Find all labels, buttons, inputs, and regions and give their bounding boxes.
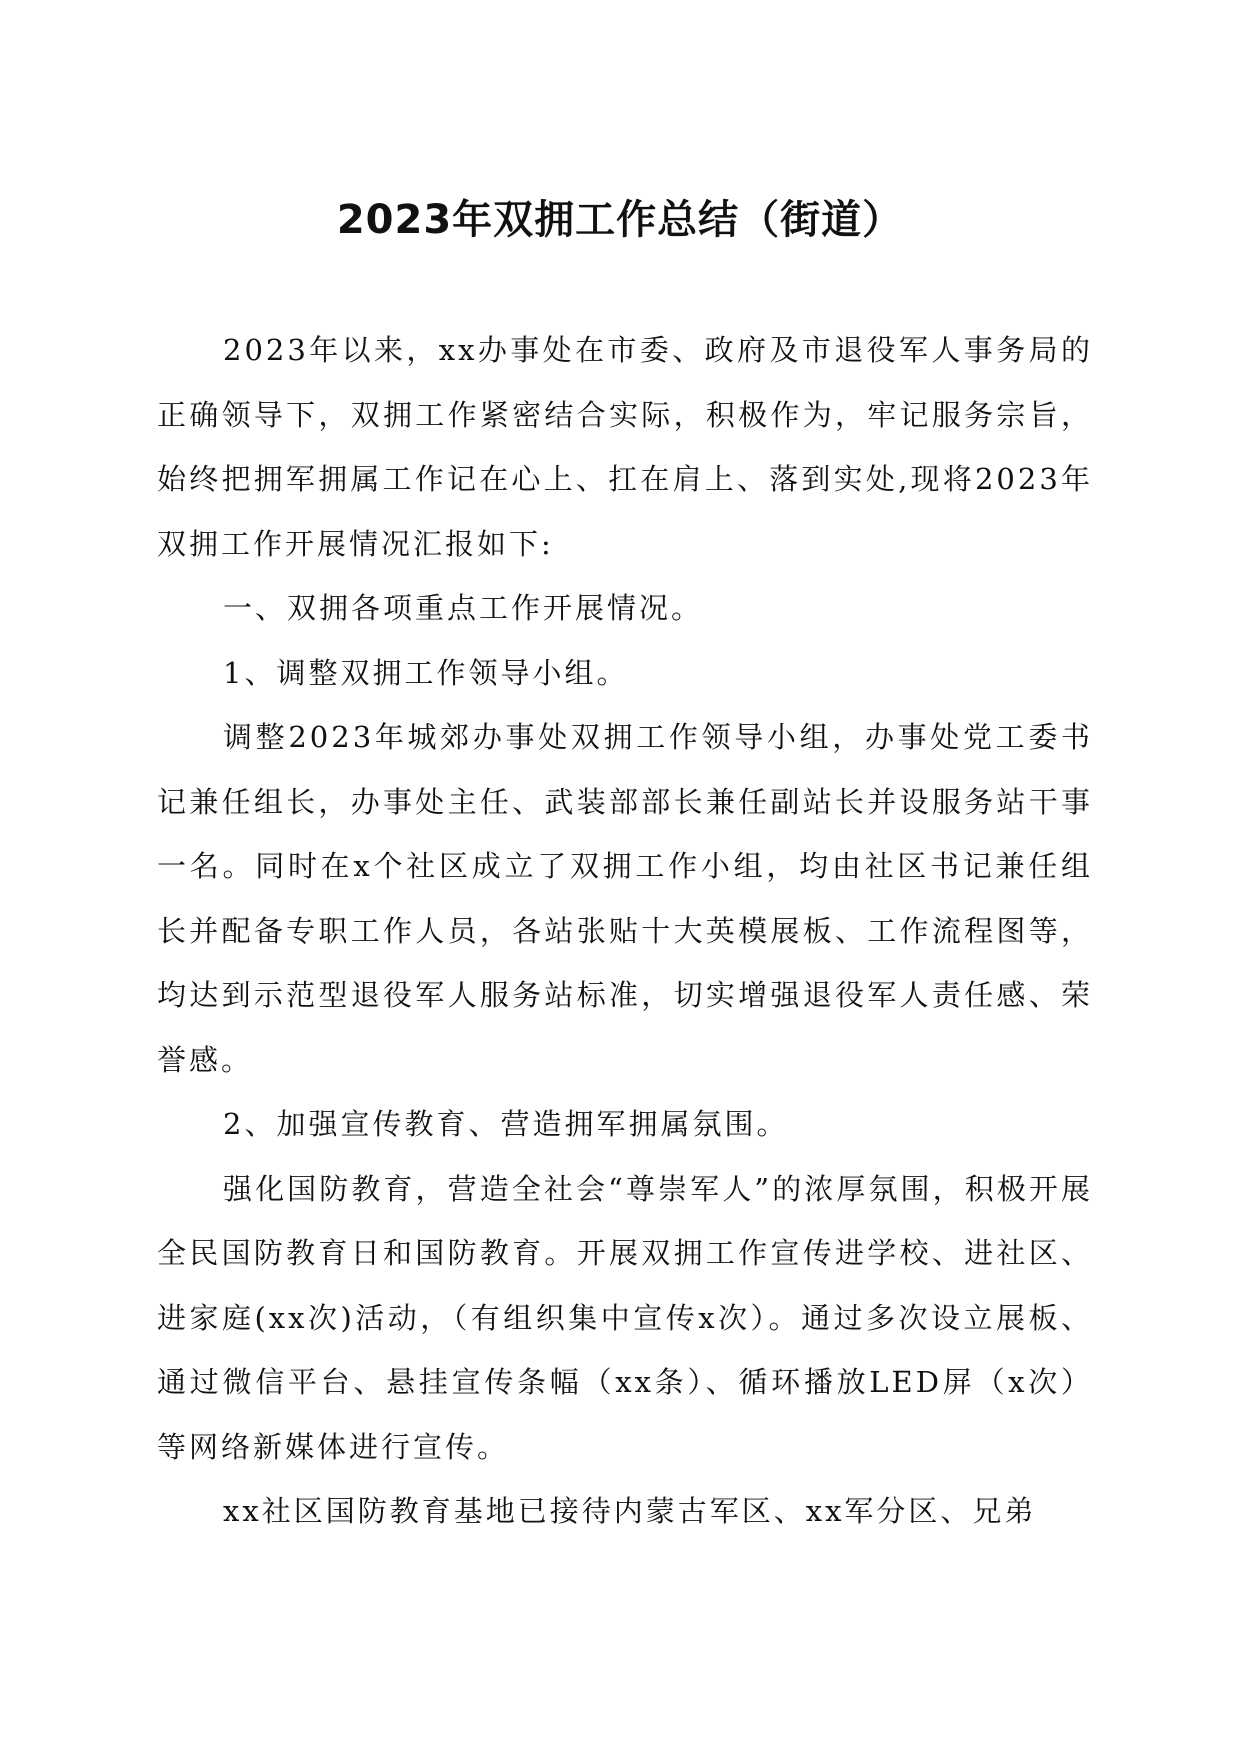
document-title: 2023年双拥工作总结（街道） [336,197,904,243]
subheading-1: 1、调整双拥工作领导小组。 [223,655,629,690]
paragraph-education-base: xx社区国防教育基地已接待内蒙古军区、xx军分区、兄弟 [223,1494,1037,1528]
document-body [157,318,1093,1544]
paragraph-intro: 2023年以来，xx办事处在市委、政府及市退役军人事务局的正确领导下，双拥工作紧密结合实际，积极作为，牢记服务宗旨，始终把拥军拥属工作记在心上、扛在肩上、落到实处,现将2023年双拥工作开展情况汇报如下: [157,333,1093,561]
paragraph-publicity: 强化国防教育，营造全社会“尊崇军人”的浓厚氛围，积极开展全民国防教育日和国防教育。开展双拥工作宣传进学校、进社区、进家庭(xx次)活动，（有组织集中宣传x次）。通过多次设立展板、通过微信平台、悬挂宣传条幅（xx条）、循环播放LED屏（x次）等网络新媒体进行宣传。 [157,1171,1093,1464]
heading-section-1: 一、双拥各项重点工作开展情况。 [223,591,704,625]
paragraph-leadership-group: 调整2023年城郊办事处双拥工作领导小组，办事处党工委书记兼任组长，办事处主任、武装部部长兼任副站长并设服务站干事一名。同时在x个社区成立了双拥工作小组，均由社区书记兼任组长并配备专职工作人员，各站张贴十大英模展板、工作流程图等，均达到示范型退役军人服务站标准，切实增强退役军人责任感、荣誉感。 [157,720,1093,1077]
subheading-2: 2、加强宣传教育、营造拥军拥属氛围。 [223,1107,789,1141]
